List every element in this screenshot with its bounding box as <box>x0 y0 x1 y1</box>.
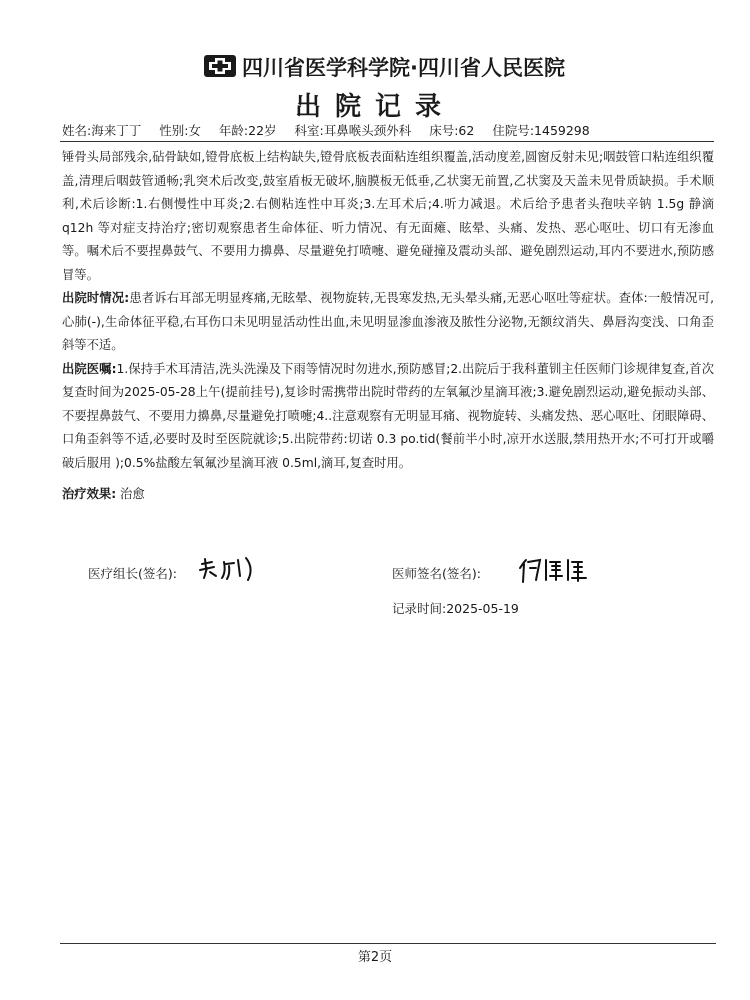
patient-info-row <box>62 121 712 139</box>
record-body <box>62 146 714 507</box>
patient-name: 姓名:海来丁丁 <box>62 123 142 138</box>
patient-bed: 床号:62 <box>429 123 475 138</box>
discharge-orders-text: 1.保持手术耳清洁,洗头洗澡及下雨等情况时勿进水,预防感冒;2.出院后于我科董钏主任医师门诊规律复查,首次复查时间为2025-05-28上午(提前挂号),复诊时需携带出院时带药的左氧氟沙星滴耳液;3.避免剧烈运动,避免振动头部、不要捏鼻鼓气、不要用力擤鼻,尽量避免打喷嚏;4..注意观察有无明显耳痛、视物旋转、头痛发热、恶心呕吐、闭眼障碍、口角歪斜等不适,必要时及时至医院就诊;5.出院带药:切诺 0.3 po.tid(餐前半小时,凉开水送服,禁用热开水;不可打开或嚼破后服用 );0.5%盐酸左氧氟沙星滴耳液 0.5ml,滴耳,复查时用。 <box>62 361 714 470</box>
header-divider <box>60 141 714 142</box>
discharge-status-label: 出院时情况: <box>62 291 130 305</box>
record-time: 记录时间:2025-05-19 <box>392 601 519 616</box>
discharge-status-text: 患者诉右耳部无明显疼痛,无眩晕、视物旋转,无畏寒发热,无头晕头痛,无恶心呕吐等症状。查体:一般情况可,心肺(-),生命体征平稳,右耳伤口未见明显活动性出血,未见明显渗血渗液及脓性分泌物,无额纹消失、鼻唇沟变浅、口角歪斜等不适。 <box>62 291 714 352</box>
discharge-orders-paragraph <box>62 358 714 476</box>
discharge-orders-label: 出院医嘱: <box>62 361 117 376</box>
document-header <box>0 50 750 84</box>
doctor-signature-block <box>392 564 481 582</box>
discharge-status-paragraph <box>62 287 714 358</box>
patient-admission-no: 住院号:1459298 <box>492 123 590 138</box>
leader-label: 医疗组长(签名): <box>88 566 177 581</box>
doctor-signature <box>516 554 592 586</box>
leader-signature <box>196 554 260 584</box>
page-title: 出院记录 <box>294 92 455 122</box>
patient-department: 科室:耳鼻喉头颈外科 <box>294 123 412 138</box>
page-number: 第2页 <box>357 950 393 965</box>
treatment-effect <box>62 483 714 507</box>
hospital-name: 四川省医学科学院·四川省人民医院 <box>242 56 565 80</box>
signature-area <box>0 560 750 640</box>
hospital-logo-icon <box>203 52 237 80</box>
doctor-label: 医师签名(签名): <box>392 566 481 581</box>
course-paragraph: 锤骨头局部残余,砧骨缺如,镫骨底板上结构缺失,镫骨底板表面粘连组织覆盖,活动度差,圆窗反射未见;咽鼓管口粘连组织覆盖,清理后咽鼓管通畅;乳突术后改变,鼓室盾板无破坏,脑膜板无低垂,乙状窦无前置,乙状窦及天盖未见骨质缺损。手术顺利,术后诊断:1.右侧慢性中耳炎;2.右侧粘连性中耳炎;3.左耳术后;4.听力减退。术后给予患者头孢呋辛钠 1.5g 静滴 q12h 等对症支持治疗;密切观察患者生命体征、听力情况、有无面瘫、眩晕、头痛、发热、恶心呕吐、切口有无渗血等。嘱术后不要捏鼻鼓气、不要用力擤鼻、尽量避免打喷嚏、避免碰撞及震动头部、避免剧烈运动,耳内不要进水,预防感冒等。 <box>62 150 714 282</box>
footer-divider <box>60 943 716 944</box>
effect-text: 治愈 <box>120 487 145 501</box>
patient-age: 年龄:22岁 <box>218 123 277 138</box>
leader-signature-block <box>88 564 177 582</box>
patient-sex: 性别:女 <box>159 123 201 138</box>
effect-label: 治疗效果: <box>62 487 117 501</box>
